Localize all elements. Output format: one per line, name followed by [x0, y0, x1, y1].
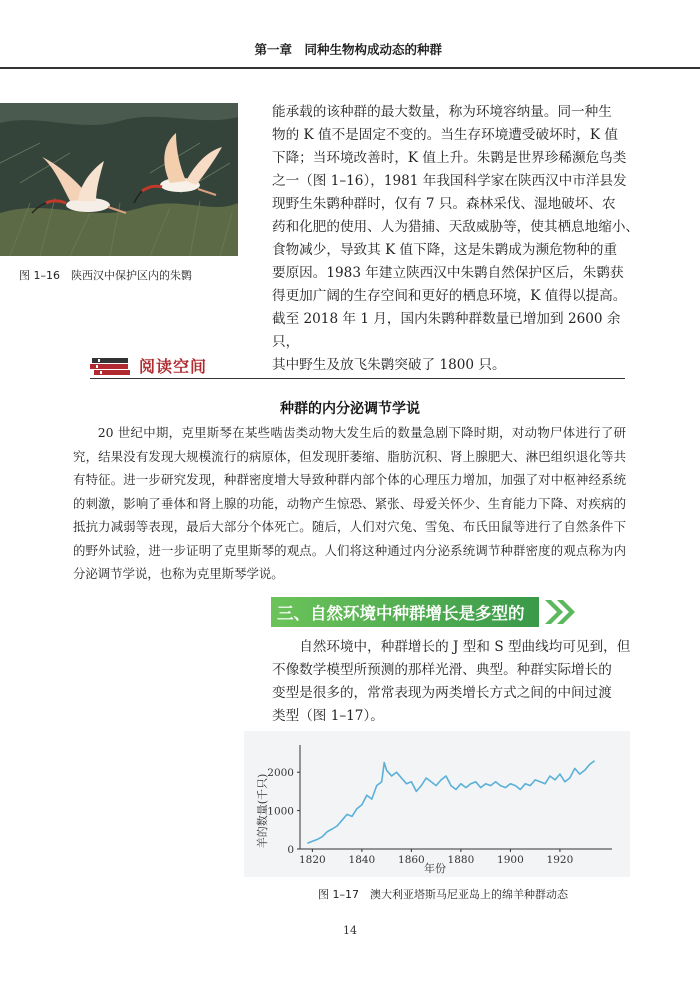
chart-x-tick-label: 1920: [546, 854, 574, 866]
chart-y-axis-label: 羊的数量(千只): [256, 773, 269, 849]
intro-line: 之一（图 1–16），1981 年我国科学家在陕西汉中市洋县发: [272, 173, 627, 189]
intro-line: 截至 2018 年 1 月，国内朱鹮种群数量已增加到 2600 余只，: [272, 311, 621, 350]
essay-title: 种群的内分泌调节学说: [280, 401, 420, 417]
reading-section-bar: [90, 351, 625, 383]
sheep-population-series-line: [307, 761, 594, 844]
chart-x-axis-label: 年份: [424, 862, 446, 875]
chart-y-tick-label: 2000: [267, 767, 294, 780]
page-header: [0, 0, 700, 70]
books-icon: [90, 357, 136, 379]
intro-line: 其中野生及放飞朱鹮突破了 1800 只。: [272, 357, 506, 373]
intro-line: 物的 K 值不是固定不变的。当生存环境遭受破坏时，K 值: [272, 127, 618, 143]
section-three-line: 变型是很多的，常常表现为两类增长方式之间的中间过渡: [272, 685, 612, 701]
chart-x-tick-label: 1900: [497, 854, 524, 866]
double-chevron-right-icon: [543, 597, 579, 627]
header-rule: [0, 67, 700, 69]
intro-line: 下降；当环境改善时，K 值上升。朱鹮是世界珍稀濒危鸟类: [272, 150, 627, 166]
essay-body: [73, 421, 626, 586]
chart-y-tick-label: 1000: [267, 805, 294, 818]
section-three-line: 类型（图 1–17）。: [272, 708, 384, 724]
intro-line: 食物减少，导致其 K 值下降，这是朱鹮成为濒危物种的重: [272, 242, 618, 258]
chart-canvas: [244, 731, 630, 877]
chart-x-tick-label: 1820: [299, 854, 326, 866]
section-three-heading: 三、自然环境中种群增长是多型的: [277, 604, 525, 623]
chart-x-tick-label: 1840: [348, 854, 376, 866]
intro-line: 要原因。1983 年建立陕西汉中朱鹮自然保护区后，朱鹮获: [272, 265, 624, 281]
chart-y-tick-label: 0: [287, 844, 294, 856]
reading-section-label: 阅读空间: [139, 357, 208, 376]
intro-line: 能承载的该种群的最大数量，称为环境容纳量。同一种生: [272, 104, 612, 120]
sheep-population-chart: [244, 731, 630, 877]
crested-ibis-photo: [0, 103, 238, 256]
figure-1-16-caption: 图 1–16 陕西汉中保护区内的朱鹮: [19, 269, 192, 282]
intro-paragraph: [272, 101, 642, 377]
section-three-banner: [271, 597, 539, 627]
page-number: 14: [343, 924, 357, 937]
chapter-title: 第一章 同种生物构成动态的种群: [254, 42, 442, 57]
intro-line: 得更加广阔的生存空间和更好的栖息环境，K 值得以提高。: [272, 288, 627, 304]
essay-paragraph: 20 世纪中期，克里斯琴在某些啮齿类动物大发生后的数量急剧下降时期，对动物尸体进行了研究，结果没有发现大规模流行的病原体，但发现肝萎缩、脂肪沉积、肾上腺肥大、淋巴组织退化等共有特征。进一步研究发现，种群密度增大导致种群内部个体的心理压力增加，加强了对中枢神经系统的刺激，影响了垂体和肾上腺的功能，动物产生惊恐、紧张、母爱关怀少、生育能力下降、对疾病的抵抗力减弱等表现，最后大部分个体死亡。随后，人们对穴兔、雪兔、布氏田鼠等进行了自然条件下的野外试验，进一步证明了克里斯琴的观点。人们将这种通过内分泌系统调节种群密度的观点称为内分泌调节学说，也称为克里斯琴学说。: [73, 425, 626, 581]
chart-x-tick-label: 1860: [398, 854, 425, 866]
section-three-line: 自然环境中，种群增长的 J 型和 S 型曲线均可见到，但: [299, 639, 631, 655]
crested-ibis-illustration: [0, 103, 238, 256]
intro-line: 药和化肥的使用、人为猎捕、天敌威胁等，使其栖息地缩小、: [272, 219, 640, 235]
figure-1-17-caption: 图 1–17 澳大利亚塔斯马尼亚岛上的绵羊种群动态: [318, 888, 568, 901]
section-three-line: 不像数学模型所预测的那样光滑、典型。种群实际增长的: [272, 662, 612, 678]
reading-section-rule: [90, 378, 625, 380]
section-three-paragraph: [272, 636, 632, 728]
intro-line: 现野生朱鹮种群时，仅有 7 只。森林采伐、湿地破坏、农: [272, 196, 616, 212]
chart-x-tick-label: 1880: [447, 854, 475, 866]
